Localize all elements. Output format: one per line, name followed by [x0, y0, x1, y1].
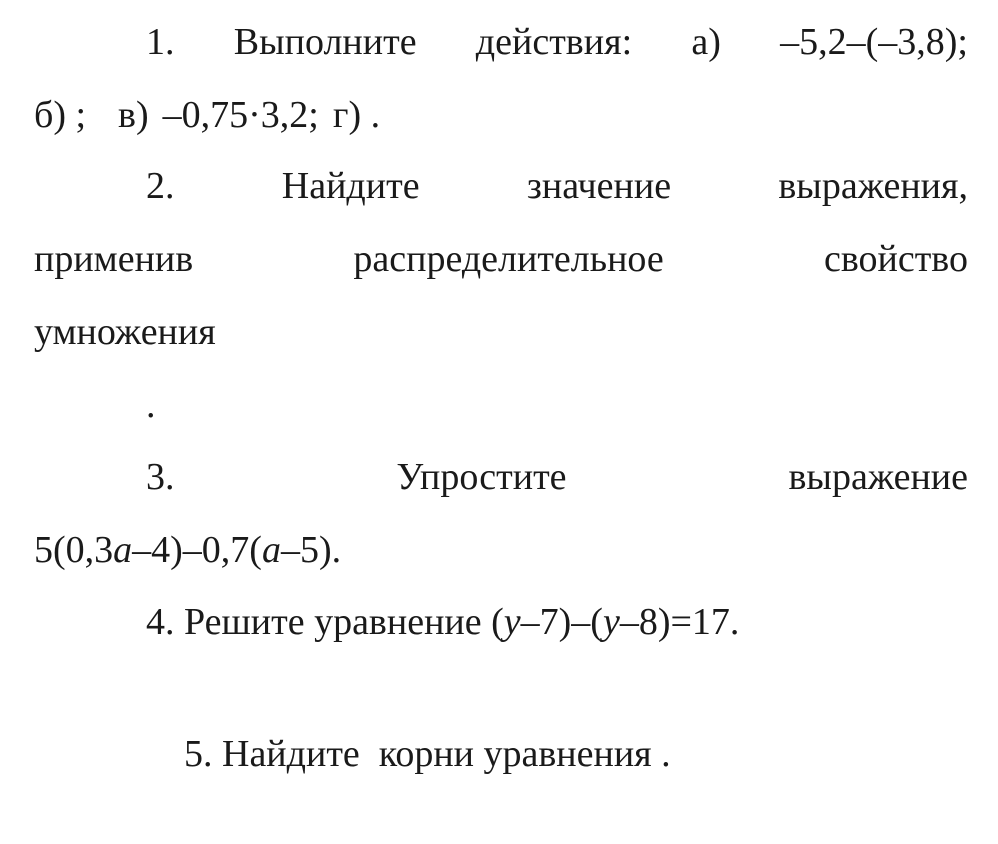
- task-4-end: –8)=17.: [619, 601, 740, 643]
- task-2-dot: .: [146, 384, 156, 426]
- task-4-mid: –7)–(: [520, 601, 603, 643]
- task-1-line-2: [34, 85, 968, 145]
- task-2-line-1: [146, 156, 968, 216]
- task-4-variable-1: y: [503, 601, 521, 643]
- task-2-word-5: распределительное: [353, 238, 664, 280]
- task-3-expression: [34, 520, 968, 580]
- task-1-noun: действия:: [475, 21, 633, 63]
- task-3-expr-part-2: –4)–0,7(: [132, 529, 262, 571]
- task-1-g-label: г) .: [332, 94, 381, 136]
- task-1-number: 1.: [146, 21, 175, 63]
- task-4-variable-2: y: [602, 601, 620, 643]
- task-2-word-4: применив: [34, 238, 194, 280]
- task-5-line: [146, 664, 968, 775]
- task-1-a-label: а): [691, 21, 721, 63]
- task-3-variable-1: a: [113, 529, 133, 571]
- task-3-word-2: выражение: [788, 456, 968, 498]
- task-1-line-1: [146, 12, 968, 72]
- task-1-a-expression: –5,2–(–3,8);: [780, 21, 968, 63]
- task-2-line-4: [146, 375, 968, 435]
- task-2-word-2: значение: [526, 165, 672, 207]
- task-3-line-1: [146, 447, 968, 507]
- task-4-text: 4. Решите уравнение (: [146, 601, 504, 643]
- task-1-verb: Выполните: [233, 21, 417, 63]
- task-3-expr-part-1: 5(0,3: [34, 529, 114, 571]
- task-2-number: 2.: [146, 165, 175, 207]
- task-4-line: [146, 592, 968, 652]
- task-3-word-1: Упростите: [396, 456, 567, 498]
- task-2-line-2: [34, 229, 968, 289]
- task-3-expr-part-3: –5).: [280, 529, 342, 571]
- task-3-number: 3.: [146, 456, 175, 498]
- task-1-b-label: б) ;: [34, 94, 87, 136]
- task-2-word-7: умножения: [34, 311, 216, 353]
- task-3-variable-2: a: [261, 529, 281, 571]
- task-2-line-3: [34, 302, 968, 362]
- task-1-v-label: в): [118, 94, 149, 136]
- task-2-word-6: свойство: [823, 238, 968, 280]
- task-1-v-expression: –0,75·3,2;: [162, 94, 319, 136]
- task-2-word-3: выражения,: [778, 165, 968, 207]
- task-5-text: 5. Найдите корни уравнения .: [184, 733, 671, 775]
- task-2-word-1: Найдите: [281, 165, 420, 207]
